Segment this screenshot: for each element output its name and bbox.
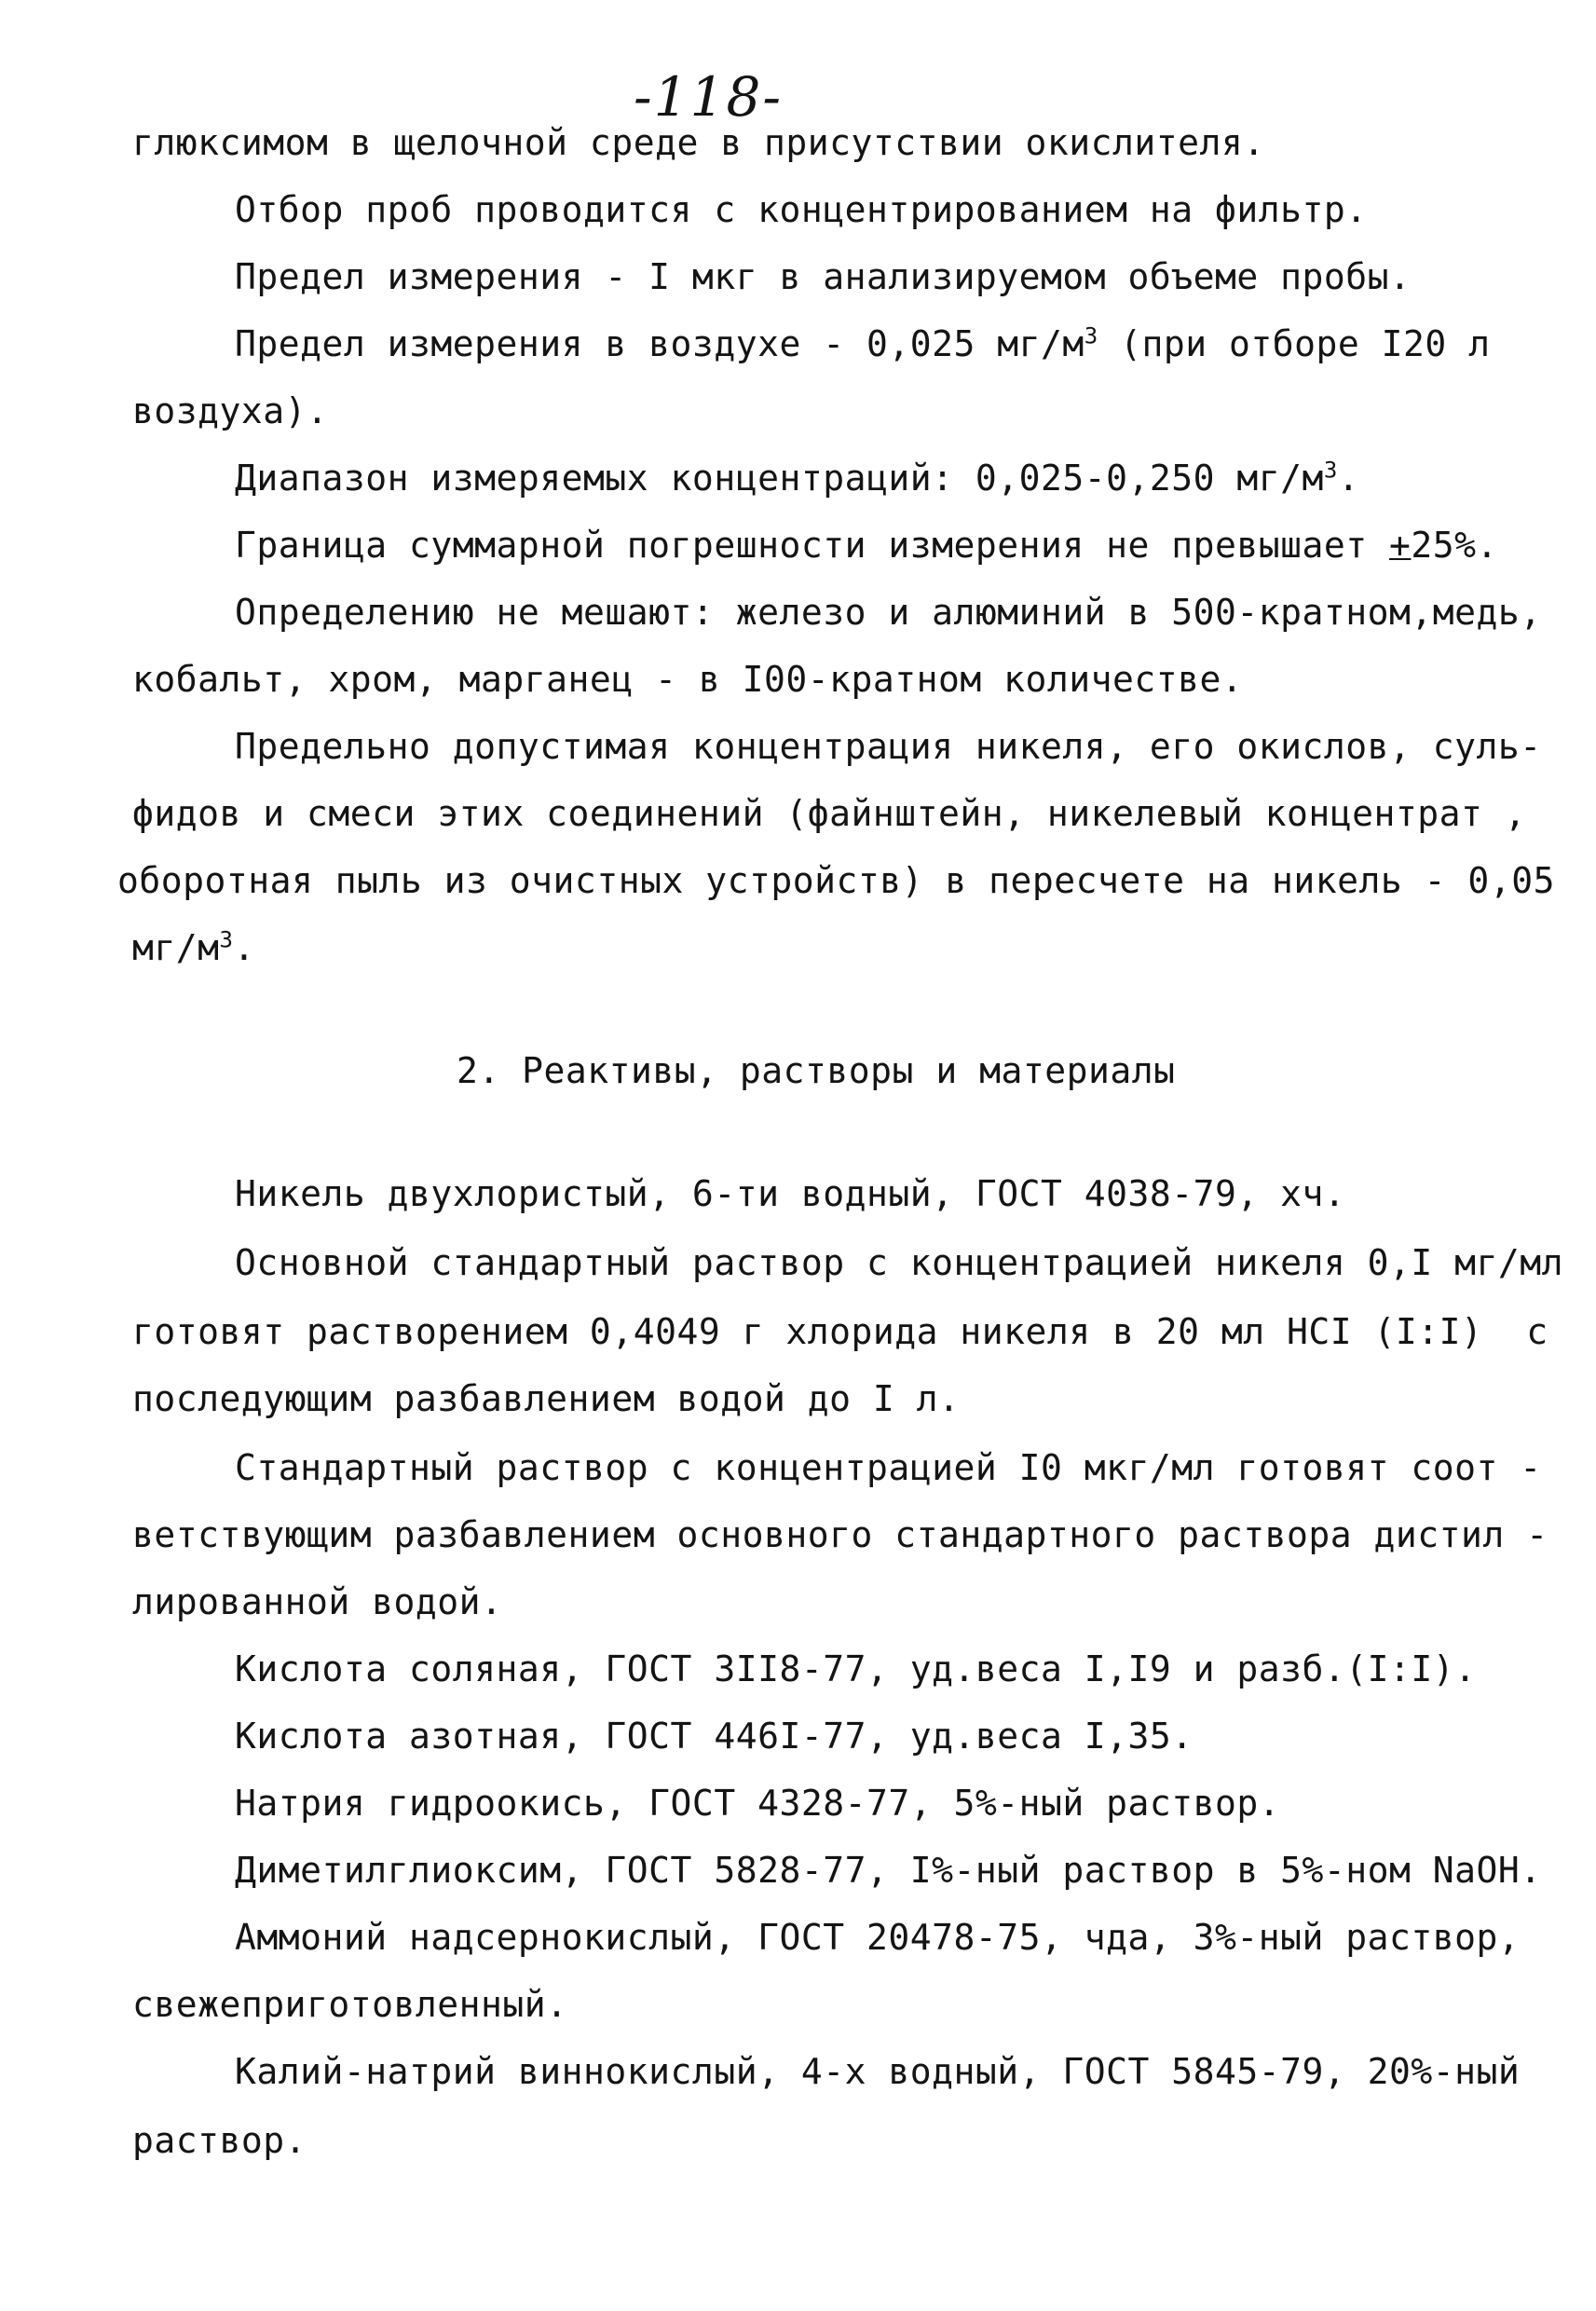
text-line: свежеприготовленный.	[132, 1984, 568, 2025]
text-line: лированной водой.	[132, 1581, 503, 1622]
text-line: ветствующим разбавлением основного стандартного раствора дистил -	[132, 1514, 1548, 1555]
section-heading: 2. Реактивы, растворы и материалы	[457, 1050, 1176, 1091]
text-line: оборотная пыль из очистных устройств) в пересчете на никель - 0,05	[117, 860, 1555, 901]
text-line: Диметилглиоксим, ГОСТ 5828-77, I%-ный раствор в 5%-ном NaOH.	[235, 1850, 1542, 1891]
text-line: Аммоний надсернокислый, ГОСТ 20478-75, чда, 3%-ный раствор,	[235, 1917, 1521, 1958]
text-line: Определению не мешают: железо и алюминий в 500-кратном,медь,	[235, 592, 1542, 633]
text-line: фидов и смеси этих соединений (файнштейн, никелевый концентрат ,	[132, 793, 1527, 834]
text-line: кобальт, хром, марганец - в I00-кратном количестве.	[132, 659, 1244, 700]
text-line: готовят растворением 0,4049 г хлорида никеля в 20 мл HCI (I:I) с	[132, 1311, 1548, 1352]
text-line: Стандартный раствор с концентрацией I0 мкг/мл готовят соот -	[235, 1447, 1542, 1488]
text-line: Натрия гидроокись, ГОСТ 4328-77, 5%-ный раствор.	[235, 1783, 1281, 1824]
text-line: Диапазон измеряемых концентраций: 0,025-0,250 $мг/м^3$.	[235, 457, 1360, 499]
text-line: Предел измерения в воздухе - 0,025 $мг/м^3$ (при отборе I20 л	[235, 322, 1491, 364]
text-line: Основной стандартный раствор с концентрацией никеля 0,I мг/мл	[235, 1242, 1564, 1283]
text-line: Кислота азотная, ГОСТ 446I-77, уд.веса I,35.	[235, 1716, 1194, 1757]
text-line: глюксимом в щелочной среде в присутствии окислителя.	[132, 122, 1265, 163]
text-line: Отбор проб проводится с концентрированием на фильтр.	[235, 189, 1368, 230]
text-line: $мг/м^3$.	[132, 926, 255, 968]
text-line: воздуха).	[132, 390, 329, 431]
text-line: Предельно допустимая концентрация никеля, его окислов, суль-	[235, 726, 1542, 767]
text-line: последующим разбавлением водой до I л.	[132, 1378, 961, 1419]
text-line: Кислота соляная, ГОСТ 3II8-77, уд.веса I,I9 и разб.(I:I).	[235, 1648, 1477, 1689]
text-line: раствор.	[132, 2120, 307, 2161]
text-line: Предел измерения - I мкг в анализируемом объеме пробы.	[235, 256, 1412, 297]
page-number: -118-	[634, 65, 783, 129]
text-line: Граница суммарной погрешности измерения не превышает +25%.	[235, 525, 1498, 566]
text-line: Никель двухлористый, 6-ти водный, ГОСТ 4038-79, хч.	[235, 1173, 1346, 1214]
text-line: Калий-натрий виннокислый, 4-х водный, ГОСТ 5845-79, 20%-ный	[235, 2051, 1521, 2092]
